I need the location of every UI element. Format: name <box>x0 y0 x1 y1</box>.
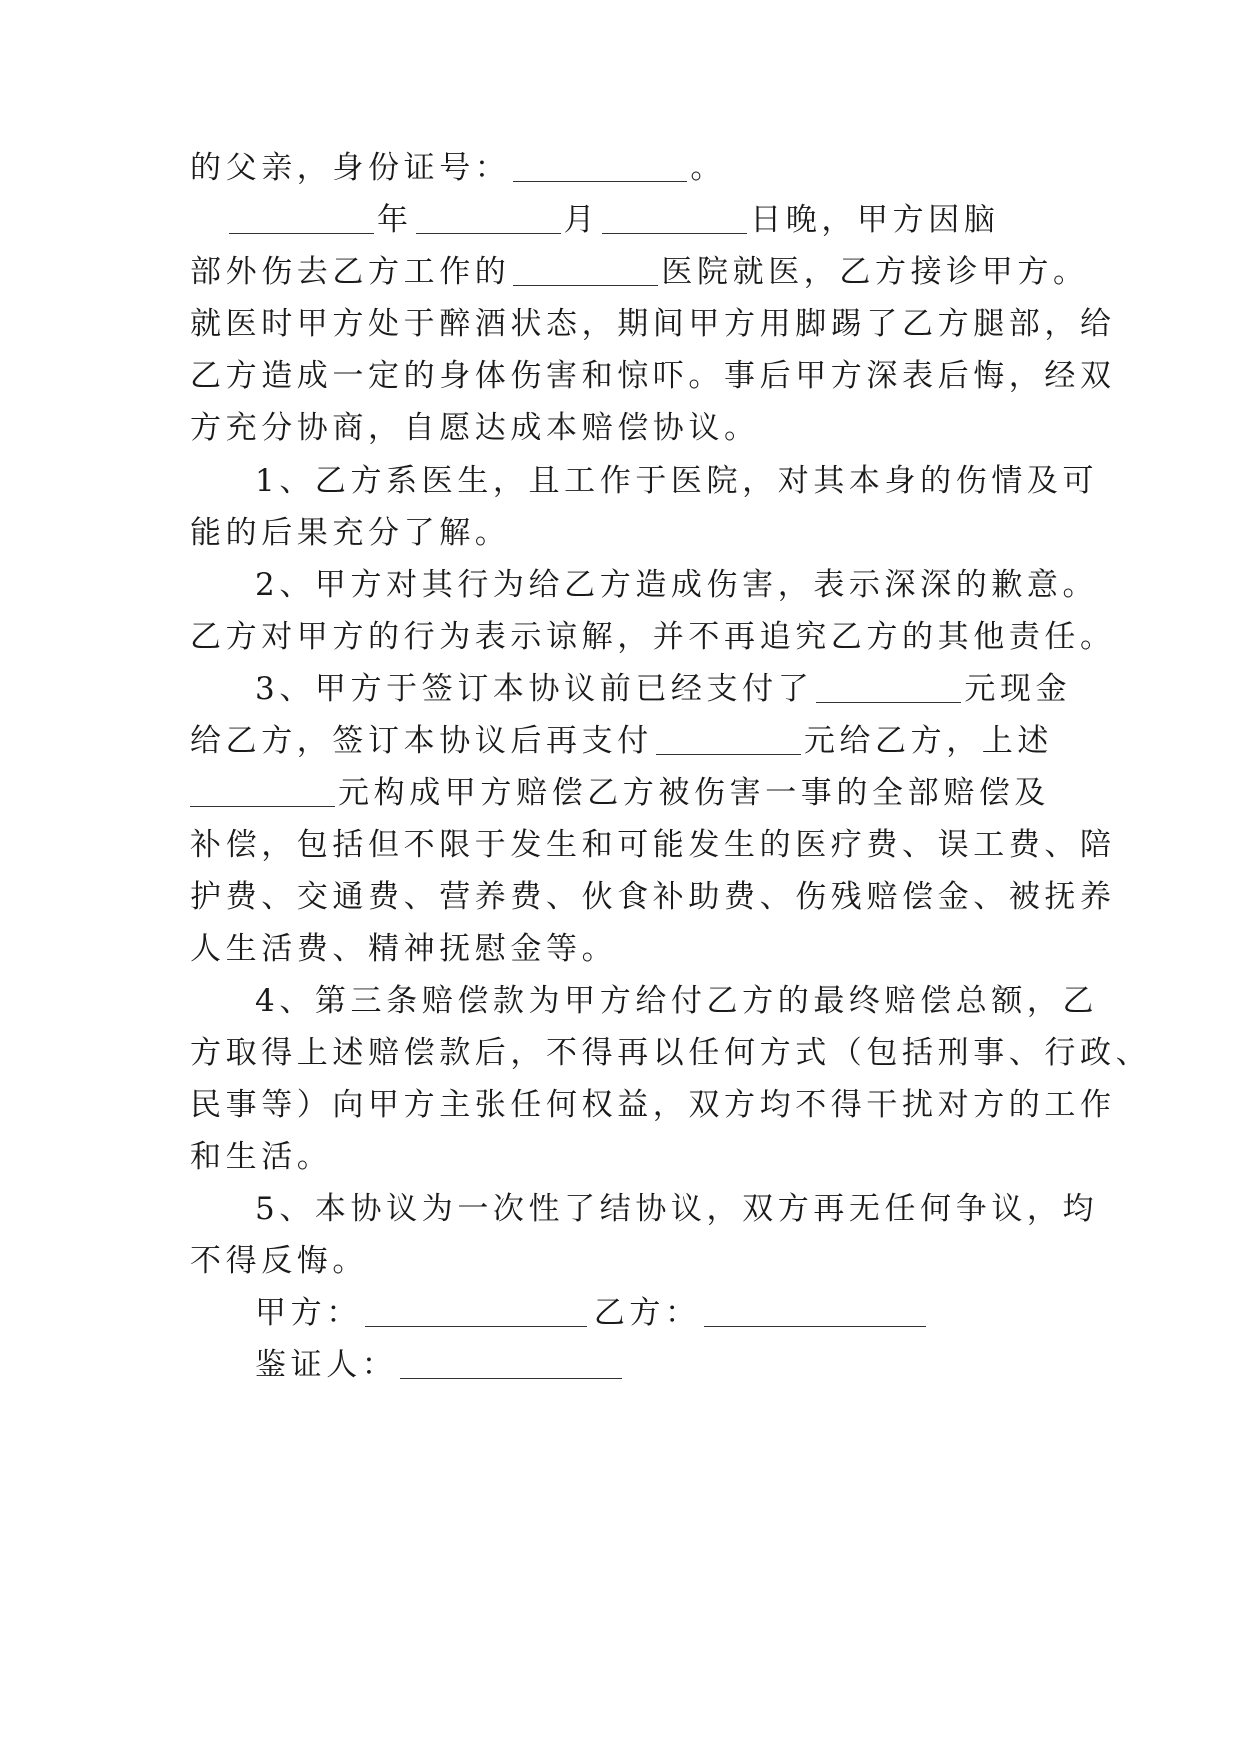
clause-3-line-6: 人生活费、精神抚慰金等。 <box>190 931 618 967</box>
blank-field <box>513 151 687 182</box>
clause-1-line-1: 1、乙方系医生，且工作于医院，对其本身的伤情及可 <box>255 463 1099 499</box>
clause-3-line-5: 护费、交通费、营养费、伙食补助费、伤残赔偿金、被抚养 <box>190 879 1116 915</box>
party-a-label: 甲方： <box>255 1295 362 1331</box>
clause-2-line-2: 乙方对甲方的行为表示谅解，并不再追究乙方的其他责任。 <box>190 619 1116 655</box>
clause-4-line-3: 民事等）向甲方主张任何权益，双方均不得干扰对方的工作 <box>190 1087 1116 1123</box>
blank-field-amount-later <box>656 724 801 755</box>
text-segment: 3、甲方于签订本协议前已经支付了 <box>255 671 814 707</box>
text-segment: 月 <box>563 202 600 238</box>
clause-3-line-3 <box>190 773 1070 813</box>
blank-field-amount-total <box>190 776 335 807</box>
text-segment: 元给乙方，上述 <box>803 723 1054 759</box>
signature-line-witness <box>255 1345 1135 1385</box>
clause-4-line-4: 和生活。 <box>190 1139 333 1175</box>
clause-4-line-2: 方取得上述赔偿款后，不得再以任何方式（包括刑事、行政、 <box>190 1035 1152 1071</box>
text-line-6: 方充分协商，自愿达成本赔偿协议。 <box>190 410 760 446</box>
text-segment: 部外伤去乙方工作的 <box>190 254 511 290</box>
blank-field-day <box>602 203 747 234</box>
clause-3-line-1 <box>255 669 1135 709</box>
party-a-signature-field <box>365 1296 587 1327</box>
party-b-label: 乙方： <box>593 1295 701 1331</box>
signature-line-parties <box>255 1293 1135 1333</box>
clause-3-line-4: 补偿，包括但不限于发生和可能发生的医疗费、误工费、陪 <box>190 827 1116 863</box>
blank-field-month <box>416 203 561 234</box>
witness-label: 鉴证人： <box>255 1347 398 1383</box>
text-line-4: 就医时甲方处于醉酒状态，期间甲方用脚踢了乙方腿部，给 <box>190 306 1116 342</box>
text-segment: 日晚，甲方因脑 <box>750 202 1000 238</box>
clause-5-line-2: 不得反悔。 <box>190 1243 368 1279</box>
text-segment: 年 <box>377 202 413 238</box>
clause-2-line-1: 2、甲方对其行为给乙方造成伤害，表示深深的歉意。 <box>255 567 1099 603</box>
text-segment: 元现金 <box>964 671 1072 707</box>
text-segment: 医院就医，乙方接诊甲方。 <box>661 254 1089 290</box>
text-line-3 <box>190 252 1089 292</box>
blank-field-year <box>229 203 374 234</box>
text-line-5: 乙方造成一定的身体伤害和惊吓。事后甲方深表后悔，经双 <box>190 358 1116 394</box>
clause-1-line-2: 能的后果充分了解。 <box>190 515 511 551</box>
text-segment: 给乙方，签订本协议后再支付 <box>190 723 653 759</box>
text-segment: 。 <box>690 150 727 186</box>
text-line-2 <box>226 200 1106 240</box>
clause-3-line-2 <box>190 721 1070 761</box>
text-line-1 <box>190 148 1070 188</box>
text-segment: 元构成甲方赔偿乙方被伤害一事的全部赔偿及 <box>338 775 1050 811</box>
blank-field-amount-paid <box>816 672 961 703</box>
text-segment: 的父亲，身份证号： <box>190 150 511 186</box>
party-b-signature-field <box>704 1296 926 1327</box>
blank-field-hospital <box>513 255 658 286</box>
witness-signature-field <box>400 1348 622 1379</box>
clause-5-line-1: 5、本协议为一次性了结协议，双方再无任何争议，均 <box>255 1191 1099 1227</box>
clause-4-line-1: 4、第三条赔偿款为甲方给付乙方的最终赔偿总额，乙 <box>255 983 1099 1019</box>
